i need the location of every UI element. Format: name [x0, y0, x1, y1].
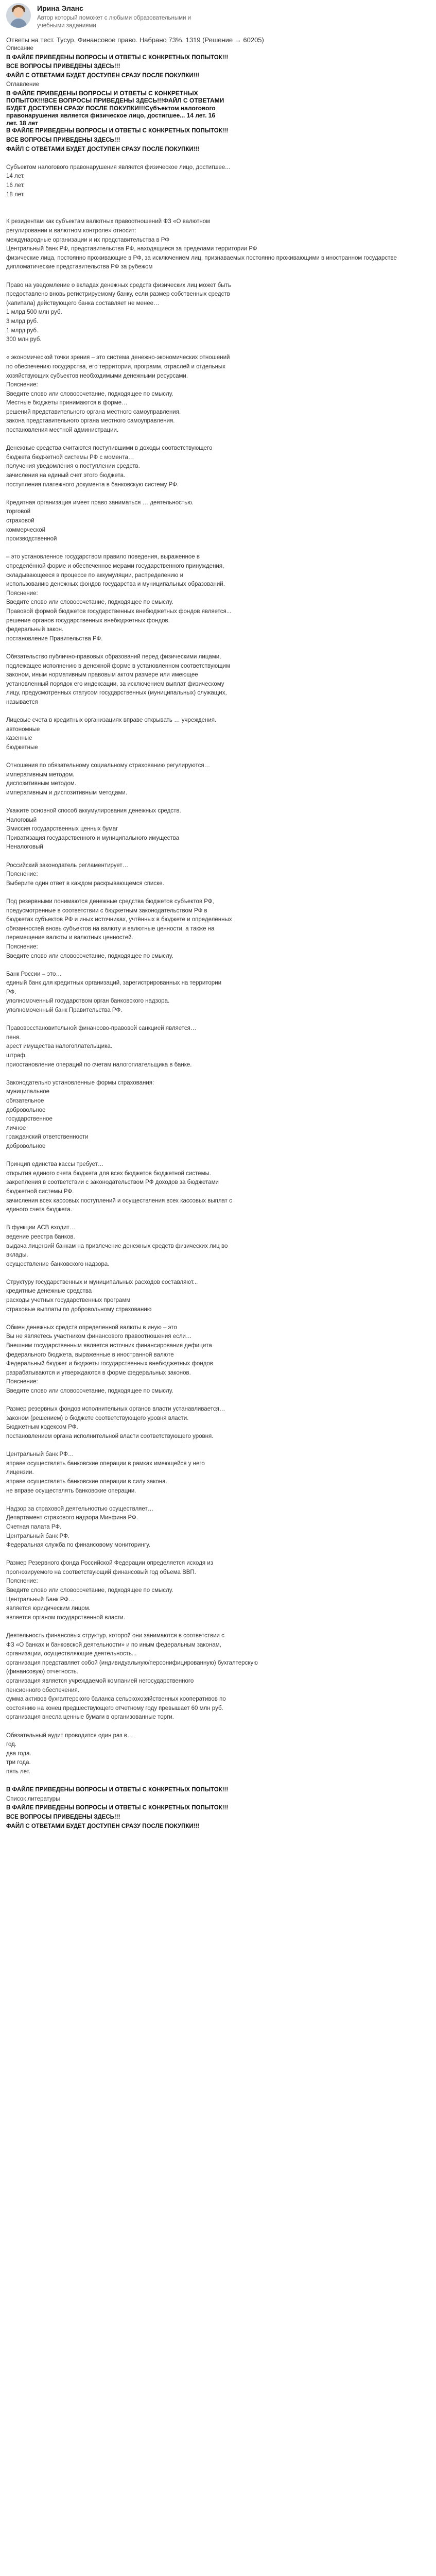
text-line: приостановление операций по счетам налогоплательщика в банке. — [6, 1061, 192, 1068]
spacer — [6, 345, 430, 354]
text-line: Введите слово или словосочетание, подходящее по смыслу. — [6, 1587, 173, 1594]
text-line: Введите слово или словосочетание, подходящее по смыслу. — [6, 599, 173, 606]
spacer — [6, 852, 430, 861]
text-line: организации, осуществляющие деятельность... — [6, 1651, 137, 1657]
text-line: организация внесла ценные бумаги в организованные торги. — [6, 1714, 174, 1721]
text-line: добровольное — [6, 1143, 46, 1149]
text-line: пеня. — [6, 1034, 21, 1041]
text-line: пять лет. — [6, 1768, 30, 1775]
text-line: Вы не являетесь участником финансового правоотношения если… — [6, 1333, 192, 1340]
text-line: решение органов государственных внебюджетных фондов. — [6, 617, 170, 624]
text-line: гражданский ответственности — [6, 1134, 89, 1141]
text-line: Центральный банк РФ. — [6, 1533, 70, 1539]
text-line: Российский законодатель регламентирует… — [6, 862, 129, 869]
text-line: является юридическим лицом. — [6, 1605, 91, 1612]
spacer — [6, 1396, 430, 1405]
spacer — [6, 154, 430, 163]
bold-text-line: В ФАЙЛЕ ПРИВЕДЕНЫ ВОПРОСЫ И ОТВЕТЫ С КОНКРЕТНЫХ ПОПЫТОК!!! — [6, 1787, 229, 1793]
text-line: Структуру государственных и муниципальных расходов составляют... — [6, 1279, 198, 1285]
text-line: осуществление банковского надзора. — [6, 1261, 110, 1267]
text-line: Надзор за страховой деятельностью осуществляет… — [6, 1505, 154, 1512]
spacer — [6, 1269, 430, 1278]
text-line: бюджетные — [6, 744, 38, 751]
text-line: вклады. — [6, 1252, 28, 1259]
text-line: страховой — [6, 518, 34, 524]
text-line: Выберите один ответ в каждом раскрывающемся списке. — [6, 880, 164, 887]
spacer — [6, 1015, 430, 1025]
spacer — [6, 961, 430, 970]
text-line: РФ. — [6, 989, 16, 995]
text-line: Приватизация государственного и муниципального имущества — [6, 835, 180, 841]
text-line: Бюджетным кодексом РФ. — [6, 1424, 78, 1431]
text-line: перемещение валюты и валютных ценностей. — [6, 935, 133, 941]
text-line: Счетная палата РФ. — [6, 1523, 62, 1530]
spacer — [6, 643, 430, 653]
text-line: зачисления на единый счет этого бюджета. — [6, 472, 126, 479]
text-line: вправе осуществлять банковские операции в силу закона. — [6, 1478, 167, 1485]
text-line: штраф. — [6, 1053, 27, 1059]
text-line: 16 лет. — [6, 182, 25, 189]
avatar[interactable] — [6, 3, 31, 28]
text-line: Пояснение: — [6, 1379, 38, 1385]
text-line: Обязательство публично-правовых образований перед физическими лицами, — [6, 653, 221, 660]
text-line: муниципальное — [6, 1089, 50, 1095]
text-line: государственное — [6, 1116, 53, 1123]
bold-text-line: ФАЙЛ С ОТВЕТАМИ БУДЕТ ДОСТУПЕН СРАЗУ ПОСЛЕ ПОКУПКИ!!! — [6, 146, 200, 152]
text-line: ведение реестра банков. — [6, 1233, 75, 1240]
spacer — [6, 435, 430, 445]
spacer — [6, 1622, 430, 1632]
text-line: торговой — [6, 509, 31, 515]
spacer — [6, 798, 430, 807]
text-line: Пояснение: — [6, 1578, 38, 1585]
text-line: Центральный банк РФ, представительства РФ, находящиеся за пределами территории РФ — [6, 246, 257, 252]
text-line: Субъектом налогового правонарушения является физическое лицо, достигшее... — [6, 164, 230, 171]
text-line: подлежащее исполнению в денежной форме в установленном соответствующим — [6, 663, 230, 669]
text-line: Размер Резервного фонда Российской Федерации определяется исходя из — [6, 1560, 214, 1567]
text-line: поступления платежного документа в банковскую систему РФ. — [6, 481, 179, 488]
text-line: установленный порядок его индексации, за исключением выплат физическому — [6, 681, 224, 687]
text-line: постановление Правительства РФ. — [6, 635, 103, 642]
text-line: Правовосстановительной финансово-правовой санкцией является… — [6, 1025, 197, 1032]
text-line: хозяйствующих субъектов необходимыми денежными ресурсами. — [6, 372, 188, 379]
text-line: Пояснение: — [6, 382, 38, 388]
text-line: предоставлено вновь регистрируемому банку, если размер собственных средств — [6, 291, 230, 298]
text-line: – это установленное государством правило поведения, выраженное в — [6, 554, 200, 561]
text-line: императивным методом. — [6, 771, 75, 778]
text-line: кредитные денежные средства — [6, 1288, 92, 1295]
text-line: Деятельность финансовых структур, которой они занимаются в соответствии с — [6, 1633, 224, 1639]
text-line: 14 лет. — [6, 173, 25, 180]
text-line: сумма активов бухгалтерского баланса сельскохозяйственных кооперативов по — [6, 1696, 226, 1703]
text-line: К резидентам как субъектам валютных правоотношений ФЗ «О валютном — [6, 218, 210, 225]
spacer — [6, 489, 430, 499]
text-line: Введите слово или словосочетание, подходящее по смыслу. — [6, 953, 173, 959]
text-line: закона представительного органа местного самоуправления. — [6, 418, 175, 425]
text-line: 18 лет. — [6, 191, 25, 198]
text-line: не вправе осуществлять банковские операции. — [6, 1487, 136, 1494]
text-line: регулировании и валютном контроле» относит: — [6, 228, 136, 234]
text-line: производственной — [6, 536, 57, 543]
text-line: Пояснение: — [6, 590, 38, 597]
text-line: В функции АСВ входит… — [6, 1225, 76, 1231]
author-header — [6, 0, 430, 35]
text-line: открытия единого счета бюджета для всех бюджетов бюджетной системы. — [6, 1170, 211, 1177]
text-line: по обеспечению государства, его территории, программ, отраслей и отдельных — [6, 363, 225, 370]
text-line: единого счета бюджета. — [6, 1207, 73, 1213]
text-line: постановления местной администрации. — [6, 427, 119, 434]
text-line: законом, иным нормативным правовым актом размере или имеющее — [6, 672, 198, 679]
text-line: 1 млрд руб. — [6, 327, 39, 334]
text-line: бюджетах субъектов РФ и иных источниках, учтённых в бюджете и определённых — [6, 917, 232, 923]
text-line: Укажите основной способ аккумулирования денежных средств. — [6, 808, 181, 814]
text-line: Пояснение: — [6, 871, 38, 878]
text-line: страховые выплаты по добровольному страхованию — [6, 1306, 152, 1313]
text-line: расходы учетных государственных программ — [6, 1297, 131, 1304]
text-line: Банк России – это… — [6, 971, 62, 977]
author-info — [37, 3, 191, 30]
text-line: 300 млн руб. — [6, 336, 42, 343]
bold-text-line: В ФАЙЛЕ ПРИВЕДЕНЫ ВОПРОСЫ И ОТВЕТЫ С КОНКРЕТНЫХ ПОПЫТОК!!!ВСЕ ВОПРОСЫ ПРИВЕДЕНЫ ЗДЕСЬ!!!ФАЙЛ С ОТВЕТАМИ БУДЕТ ДОСТУПЕН СРАЗУ ПОСЛЕ ПОКУПКИ!!!Субъектом налогового правонарушения является физическое лицо, достигшее... 14 лет. 16 лет. 18 лет — [6, 89, 224, 127]
spacer — [6, 1496, 430, 1505]
text-line: обязанностей вновь субъектов на валюту и валютные ценности, а также на — [6, 925, 215, 932]
text-line: лицензии. — [6, 1469, 34, 1476]
text-line: казенные — [6, 735, 32, 742]
text-line: международные организации и их представительства в РФ — [6, 236, 170, 243]
text-line: Эмиссия государственных ценных бумаг — [6, 826, 118, 833]
text-line: (финансовую) отчетность. — [6, 1669, 78, 1675]
text-line: ФЗ «О банках и банковской деятельности» и по иным федеральным законам, — [6, 1641, 221, 1648]
text-line: федерального бюджета, выраженные в иностранной валюте — [6, 1351, 174, 1358]
text-line: Законодательно установленные формы страхования: — [6, 1079, 154, 1086]
work-title: Ответы на тест. Тусур. Финансовое право. Набрано 73%. 1319 (Решение → 60205) — [6, 36, 264, 44]
text-line: Правовой формой бюджетов государственных внебюджетных фондов является... — [6, 608, 232, 615]
spacer — [6, 1550, 430, 1560]
text-line: диспозитивным методом. — [6, 781, 77, 787]
text-line: использованию денежных фондов государства и муниципальных образований. — [6, 581, 225, 588]
text-line: Список литературы — [6, 1795, 60, 1802]
text-line: организация представляет собой (индивидуальную/персонифицированную) бухгалтерскую — [6, 1659, 258, 1666]
text-line: получения уведомления о поступлении средств. — [6, 463, 140, 470]
text-line: три года. — [6, 1759, 31, 1766]
text-line: Оглавление — [6, 81, 40, 88]
bold-text-line: В ФАЙЛЕ ПРИВЕДЕНЫ ВОПРОСЫ И ОТВЕТЫ С КОНКРЕТНЫХ ПОПЫТОК!!! — [6, 54, 229, 61]
text-line: арест имущества налогоплательщика. — [6, 1043, 112, 1050]
text-line: Федеральный бюджет и бюджеты государственных внебюджетных фондов — [6, 1361, 213, 1367]
text-line: Департамент страхового надзора Минфина РФ. — [6, 1515, 138, 1521]
text-line: Денежные средства считаются поступившими в доходы соответствующего — [6, 445, 213, 452]
text-line: Отношения по обязательному социальному страхованию регулируются… — [6, 762, 211, 769]
spacer — [6, 209, 430, 218]
spacer — [6, 1215, 430, 1224]
text-line: Обязательный аудит проводится один раз в… — [6, 1732, 133, 1739]
text-line: выдача лицензий банкам на привлечение денежных средств физических лиц во — [6, 1243, 228, 1249]
text-line: императивным и диспозитивным методами. — [6, 789, 128, 796]
spacer — [6, 1442, 430, 1451]
text-line: уполномоченный государством орган банковского надзора. — [6, 998, 170, 1005]
spacer — [6, 544, 430, 553]
text-line: Центральный Банк РФ… — [6, 1596, 75, 1603]
text-line: Внешним государственным является источник финансирования дефицита — [6, 1343, 212, 1349]
bold-text-line: ВСЕ ВОПРОСЫ ПРИВЕДЕНЫ ЗДЕСЬ!!! — [6, 1814, 120, 1820]
text-line: 3 млрд руб. — [6, 318, 39, 325]
text-line: год. — [6, 1741, 16, 1748]
text-line: единый банк для кредитных организаций, зарегистрированных на территории — [6, 980, 222, 987]
bold-text-line: ВСЕ ВОПРОСЫ ПРИВЕДЕНЫ ЗДЕСЬ!!! — [6, 137, 120, 144]
text-line: дипломатические представительства РФ за рубежом — [6, 264, 153, 270]
spacer — [6, 1151, 430, 1161]
text-line: добровольное — [6, 1107, 46, 1113]
bold-text-line: ВСЕ ВОПРОСЫ ПРИВЕДЕНЫ ЗДЕСЬ!!! — [6, 63, 120, 70]
text-line: пенсионного обеспечения. — [6, 1687, 79, 1693]
spacer — [6, 1777, 430, 1786]
spacer — [6, 752, 430, 761]
author-description: Автор который поможет с любыми образовательными и учебными заданиями — [37, 15, 191, 29]
text-line: физические лица, постоянно проживающие в РФ, за исключением лиц, признаваемых постоянно проживающими в иностранном государстве — [6, 255, 397, 261]
text-line: Неналоговый — [6, 844, 43, 851]
text-line: « экономической точки зрения – это система денежно-экономических отношений — [6, 354, 230, 361]
text-line: автономные — [6, 726, 40, 733]
text-line: Налоговый — [6, 817, 37, 823]
text-line: Право на уведомление о вкладах денежных средств физических лиц может быть — [6, 282, 231, 289]
text-line: Под резервными понимаются денежные средства бюджетов субъектов РФ, — [6, 898, 214, 905]
text-line: бюджетной системы РФ. — [6, 1188, 74, 1195]
text-line: федеральный закон. — [6, 626, 64, 633]
text-line: бюджета бюджетной системы РФ с момента… — [6, 454, 134, 461]
text-line: прогнозируемого на соответствующий финансовый год объема ВВП. — [6, 1569, 196, 1575]
text-line: состоянию на конец предшествующего отчетному году превышает 60 млн руб. — [6, 1705, 223, 1711]
text-line: Введите слово или словосочетание, подходящее по смыслу. — [6, 1388, 173, 1394]
text-line: разрабатываются и утверждаются в форме федеральных законов. — [6, 1369, 191, 1376]
bold-text-line: В ФАЙЛЕ ПРИВЕДЕНЫ ВОПРОСЫ И ОТВЕТЫ С КОНКРЕТНЫХ ПОПЫТОК!!! — [6, 1805, 229, 1811]
text-line: организация является учреждаемой компанией негосударственного — [6, 1678, 194, 1684]
text-line: лицу, предусмотренных статусом государственных (муниципальных) служащих, — [6, 690, 227, 697]
text-line: уполномоченный банк Правительства РФ. — [6, 1007, 123, 1014]
text-line: решений представительного органа местного самоуправления. — [6, 409, 181, 415]
text-line: (капитала) действующего банка составляет не менее… — [6, 300, 160, 307]
text-line: Федеральная служба по финансовому мониторингу. — [6, 1542, 150, 1549]
text-line: обязательное — [6, 1098, 44, 1104]
text-line: личное — [6, 1125, 26, 1131]
text-line: зачисления всех кассовых поступлений и осуществления всех кассовых выплат с — [6, 1197, 232, 1204]
text-line: Введите слово или словосочетание, подходящее по смыслу. — [6, 391, 173, 397]
text-line: коммерческой — [6, 527, 46, 533]
text-line: складывающееся в процессе по аккумуляции, распределению и — [6, 572, 184, 579]
spacer — [6, 272, 430, 281]
text-line: Описание — [6, 45, 33, 52]
bold-text-line: В ФАЙЛЕ ПРИВЕДЕНЫ ВОПРОСЫ И ОТВЕТЫ С КОНКРЕТНЫХ ПОПЫТОК!!! — [6, 128, 229, 134]
text-line: является органом государственной власти. — [6, 1614, 125, 1621]
text-line: Центральный банк РФ… — [6, 1451, 74, 1458]
text-line: Принцип единства кассы требует… — [6, 1161, 104, 1168]
text-line: Лицевые счета в кредитных организациях вправе открывать … учреждения. — [6, 717, 217, 724]
author-name[interactable]: Ирина Эланс — [37, 4, 83, 12]
text-line: постановлением органа исполнительной власти соответствующего уровня. — [6, 1433, 214, 1439]
text-line: два года. — [6, 1750, 31, 1757]
work-content — [6, 44, 430, 1831]
text-line: Размер резервных фондов исполнительных органов власти устанавливается… — [6, 1406, 225, 1413]
spacer — [6, 1722, 430, 1732]
text-line: предусмотренные в соответствии с бюджетным законодательством РФ в — [6, 907, 207, 914]
text-line: 1 млрд 500 млн руб. — [6, 309, 62, 316]
spacer — [6, 1070, 430, 1079]
text-line: вправе осуществлять банковские операции в рамках имеющейся у него — [6, 1460, 205, 1467]
spacer — [6, 888, 430, 897]
text-line: определённой форме и обеспеченное мерами государственного принуждения, — [6, 563, 224, 569]
text-line: закрепления в соответствии с законодательством РФ доходов за бюджетами — [6, 1179, 219, 1186]
text-line: Местные бюджеты принимаются в форме… — [6, 400, 128, 406]
text-line: называется — [6, 699, 38, 705]
spacer — [6, 1314, 430, 1324]
bold-text-line: ФАЙЛ С ОТВЕТАМИ БУДЕТ ДОСТУПЕН СРАЗУ ПОСЛЕ ПОКУПКИ!!! — [6, 72, 200, 79]
spacer — [6, 199, 430, 209]
bold-text-line: ФАЙЛ С ОТВЕТАМИ БУДЕТ ДОСТУПЕН СРАЗУ ПОСЛЕ ПОКУПКИ!!! — [6, 1823, 200, 1829]
text-line: Пояснение: — [6, 943, 38, 950]
text-line: Обмен денежных средств определенной валюты в иную – это — [6, 1324, 177, 1331]
text-line: Кредитная организация имеет право заниматься … деятельностью. — [6, 499, 194, 506]
text-line: законом (решением) о бюджете соответствующего уровня власти. — [6, 1415, 189, 1421]
spacer — [6, 707, 430, 716]
